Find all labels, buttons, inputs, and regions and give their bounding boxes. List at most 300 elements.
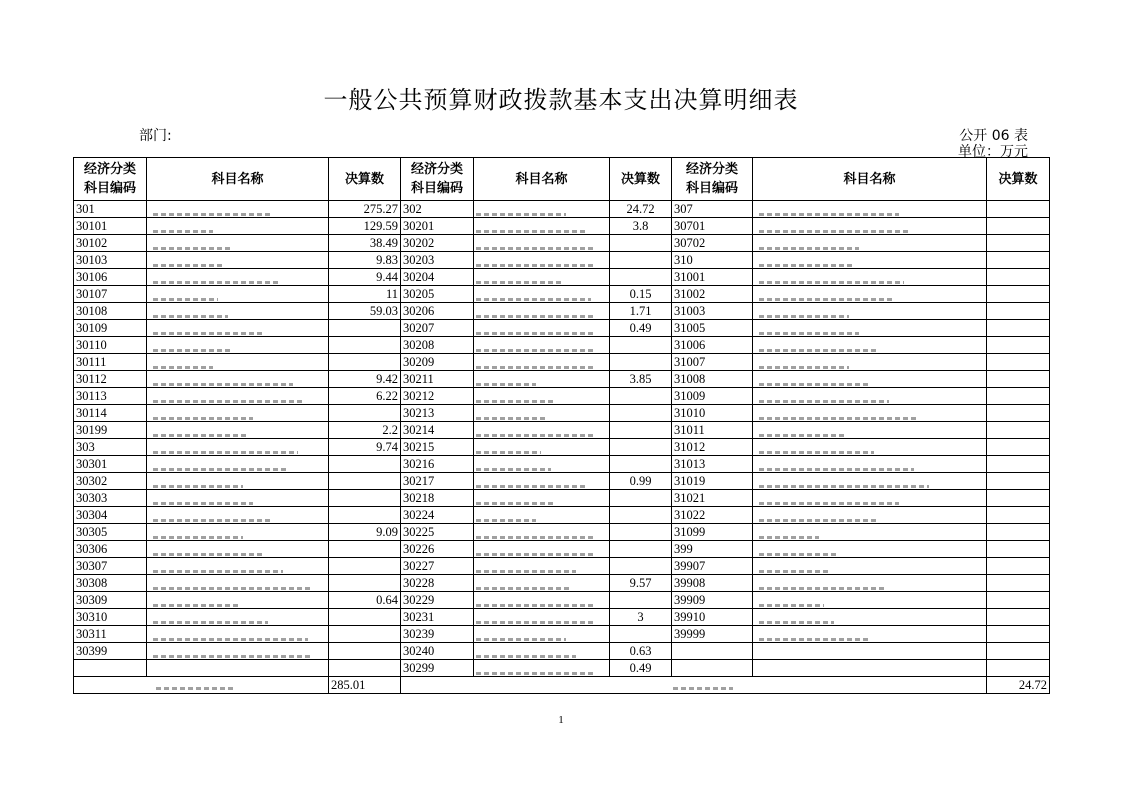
economic-code-cell (672, 660, 753, 677)
economic-code-cell: 31003 (672, 303, 753, 320)
subject-name-cell (753, 643, 987, 660)
amount-cell (329, 354, 401, 371)
economic-code-cell: 30217 (401, 473, 474, 490)
subject-name-cell (474, 371, 610, 388)
redacted-name-mark (759, 264, 854, 267)
economic-code-cell: 30216 (401, 456, 474, 473)
redacted-name-mark (759, 315, 849, 318)
header-name-1: 科目名称 (147, 158, 329, 201)
redacted-name-mark (476, 587, 571, 590)
amount-cell (610, 507, 672, 524)
amount-cell (987, 201, 1050, 218)
subject-name-cell (147, 643, 329, 660)
amount-cell (987, 660, 1050, 677)
redacted-name-mark (153, 451, 298, 454)
redacted-name-mark (759, 213, 899, 216)
redacted-name-mark (759, 604, 824, 607)
redacted-name-mark (476, 604, 596, 607)
subject-name-cell (147, 660, 329, 677)
subject-name-cell (147, 337, 329, 354)
subject-name-cell (474, 269, 610, 286)
economic-code-cell: 30311 (74, 626, 147, 643)
subject-name-cell (753, 558, 987, 575)
subject-name-cell (147, 320, 329, 337)
economic-code-cell: 30301 (74, 456, 147, 473)
subject-name-cell (474, 626, 610, 643)
amount-cell (610, 524, 672, 541)
amount-cell: 0.63 (610, 643, 672, 660)
economic-code-cell: 31005 (672, 320, 753, 337)
redacted-name-mark (759, 434, 844, 437)
economic-code-cell: 30239 (401, 626, 474, 643)
table-row (74, 507, 1050, 524)
redacted-name-mark (759, 417, 919, 420)
economic-code-cell: 31019 (672, 473, 753, 490)
redacted-name-mark (153, 247, 233, 250)
amount-cell (610, 558, 672, 575)
redacted-name-mark (153, 655, 313, 658)
unit-label: 单位：万元 (958, 144, 1028, 160)
header-code-text: 经济分类 科目编码 (83, 162, 136, 196)
redacted-name-mark (476, 621, 596, 624)
subject-name-cell (147, 609, 329, 626)
subject-name-cell (753, 303, 987, 320)
economic-code-cell: 399 (672, 541, 753, 558)
amount-cell: 6.22 (329, 388, 401, 405)
amount-cell (610, 626, 672, 643)
redacted-name-mark (476, 570, 576, 573)
redacted-name-mark (759, 247, 859, 250)
amount-cell (329, 609, 401, 626)
redacted-name-mark (759, 570, 829, 573)
redacted-name-mark (153, 502, 253, 505)
amount-cell: 3 (610, 609, 672, 626)
amount-cell: 2.2 (329, 422, 401, 439)
economic-code-cell: 310 (672, 252, 753, 269)
subject-name-cell (753, 660, 987, 677)
redacted-name-mark (476, 247, 596, 250)
amount-cell (987, 286, 1050, 303)
subject-name-cell (753, 354, 987, 371)
page-title: 一般公共预算财政拨款基本支出决算明细表 (323, 86, 799, 114)
redacted-name-mark (153, 383, 293, 386)
amount-cell: 129.59 (329, 218, 401, 235)
redacted-name-mark (153, 417, 253, 420)
subject-name-cell (147, 592, 329, 609)
amount-cell (610, 439, 672, 456)
amount-cell (610, 541, 672, 558)
economic-code-cell: 30209 (401, 354, 474, 371)
amount-cell (987, 371, 1050, 388)
amount-cell (987, 626, 1050, 643)
economic-code-cell: 39907 (672, 558, 753, 575)
economic-code-cell: 30113 (74, 388, 147, 405)
redacted-name-mark (476, 519, 536, 522)
header-code-2 (401, 158, 474, 201)
economic-code-cell: 301 (74, 201, 147, 218)
subject-name-cell (147, 218, 329, 235)
economic-code-cell: 30701 (672, 218, 753, 235)
amount-cell: 24.72 (610, 201, 672, 218)
subject-name-cell (474, 456, 610, 473)
table-row (74, 388, 1050, 405)
redacted-name-mark (759, 553, 839, 556)
amount-cell (987, 473, 1050, 490)
subject-name-cell (147, 524, 329, 541)
subject-name-cell (474, 524, 610, 541)
subject-name-cell (753, 439, 987, 456)
amount-cell: 0.49 (610, 320, 672, 337)
subject-name-cell (474, 252, 610, 269)
redacted-name-mark (476, 655, 576, 658)
economic-code-cell: 31099 (672, 524, 753, 541)
subject-name-cell (753, 592, 987, 609)
redacted-name-mark (153, 213, 273, 216)
amount-cell (329, 643, 401, 660)
amount-cell (987, 303, 1050, 320)
economic-code-cell: 31011 (672, 422, 753, 439)
redacted-name-mark (476, 230, 586, 233)
subject-name-cell (474, 507, 610, 524)
economic-code-cell: 30240 (401, 643, 474, 660)
subject-name-cell (147, 269, 329, 286)
economic-code-cell: 30208 (401, 337, 474, 354)
redacted-name-mark (153, 434, 248, 437)
economic-code-cell: 31006 (672, 337, 753, 354)
amount-cell (987, 541, 1050, 558)
redacted-name-mark (153, 553, 263, 556)
amount-cell: 9.42 (329, 371, 401, 388)
table-row (74, 541, 1050, 558)
table-row (74, 371, 1050, 388)
table-row (74, 286, 1050, 303)
redacted-name-mark (759, 349, 879, 352)
subject-name-cell (753, 473, 987, 490)
economic-code-cell: 30299 (401, 660, 474, 677)
redacted-name-mark (759, 400, 889, 403)
subject-name-cell (753, 507, 987, 524)
subject-name-cell (147, 252, 329, 269)
table-row (74, 201, 1050, 218)
table-row (74, 592, 1050, 609)
redacted-name-mark (153, 468, 288, 471)
subject-name-cell (147, 541, 329, 558)
subject-name-cell (147, 507, 329, 524)
subject-name-cell (147, 456, 329, 473)
subject-name-cell (474, 439, 610, 456)
economic-code-cell: 30702 (672, 235, 753, 252)
amount-cell (329, 456, 401, 473)
redacted-name-mark (759, 587, 884, 590)
subject-name-cell (753, 422, 987, 439)
redacted-name-mark (476, 349, 596, 352)
amount-cell (610, 456, 672, 473)
amount-cell: 0.15 (610, 286, 672, 303)
economic-code-cell: 30228 (401, 575, 474, 592)
amount-cell (610, 422, 672, 439)
subject-name-cell (474, 660, 610, 677)
redacted-name-mark (759, 451, 874, 454)
subject-name-cell (474, 592, 610, 609)
table-row (74, 626, 1050, 643)
redacted-name-mark (153, 536, 243, 539)
table-row (74, 643, 1050, 660)
economic-code-cell: 30303 (74, 490, 147, 507)
subject-name-cell (474, 490, 610, 507)
amount-cell (987, 507, 1050, 524)
redacted-name-mark (153, 638, 308, 641)
redacted-name-mark (759, 468, 914, 471)
amount-cell (610, 354, 672, 371)
economic-code-cell: 30207 (401, 320, 474, 337)
subject-name-cell (753, 575, 987, 592)
economic-code-cell: 30215 (401, 439, 474, 456)
amount-cell (987, 643, 1050, 660)
economic-code-cell (74, 660, 147, 677)
redacted-name-mark (153, 366, 213, 369)
redacted-name-mark (153, 519, 273, 522)
economic-code-cell: 30202 (401, 235, 474, 252)
subject-name-cell (147, 388, 329, 405)
subject-name-cell (147, 626, 329, 643)
amount-cell (610, 337, 672, 354)
economic-code-cell: 30205 (401, 286, 474, 303)
table-row (74, 405, 1050, 422)
redacted-name-mark (476, 451, 541, 454)
subject-name-cell (753, 609, 987, 626)
redacted-name-mark (153, 621, 268, 624)
subject-name-cell (753, 269, 987, 286)
economic-code-cell: 30308 (74, 575, 147, 592)
redacted-name-mark (759, 281, 904, 284)
economic-code-cell: 30112 (74, 371, 147, 388)
economic-code-cell: 30107 (74, 286, 147, 303)
subject-name-cell (474, 388, 610, 405)
redacted-name-mark (476, 502, 556, 505)
economic-code-cell: 303 (74, 439, 147, 456)
subject-name-cell (147, 558, 329, 575)
economic-code-cell: 30218 (401, 490, 474, 507)
redacted-name-mark (759, 298, 894, 301)
redacted-name-mark (153, 349, 233, 352)
subject-name-cell (753, 218, 987, 235)
header-code-text: 经济分类 科目编码 (685, 162, 738, 196)
economic-code-cell: 30302 (74, 473, 147, 490)
subject-name-cell (147, 286, 329, 303)
subject-name-cell (474, 473, 610, 490)
header-amount-3: 决算数 (987, 158, 1050, 201)
total-label-cell (74, 677, 329, 694)
economic-code-cell: 30304 (74, 507, 147, 524)
redacted-name-mark (476, 638, 566, 641)
table-row (74, 473, 1050, 490)
table-row (74, 439, 1050, 456)
economic-code-cell: 30229 (401, 592, 474, 609)
economic-code-cell: 31022 (672, 507, 753, 524)
total-public-amount: 24.72 (987, 677, 1050, 694)
table-row (74, 558, 1050, 575)
economic-code-cell: 30111 (74, 354, 147, 371)
subject-name-cell (753, 456, 987, 473)
amount-cell: 9.44 (329, 269, 401, 286)
subject-name-cell (474, 405, 610, 422)
subject-name-cell (147, 575, 329, 592)
table-row (74, 490, 1050, 507)
redacted-name-mark (153, 315, 228, 318)
subject-name-cell (474, 558, 610, 575)
table-row (74, 218, 1050, 235)
subject-name-cell (753, 320, 987, 337)
redacted-name-mark (476, 264, 596, 267)
economic-code-cell: 30305 (74, 524, 147, 541)
table-row (74, 252, 1050, 269)
subject-name-cell (753, 235, 987, 252)
redacted-name-mark (759, 230, 909, 233)
redacted-name-mark (476, 213, 566, 216)
subject-name-cell (753, 286, 987, 303)
subject-name-cell (147, 354, 329, 371)
redacted-name-mark (759, 638, 869, 641)
subject-name-cell (474, 541, 610, 558)
amount-cell (987, 269, 1050, 286)
economic-code-cell: 31002 (672, 286, 753, 303)
redacted-name-mark (476, 485, 586, 488)
economic-code-cell: 30201 (401, 218, 474, 235)
economic-code-cell: 31012 (672, 439, 753, 456)
subject-name-cell (474, 354, 610, 371)
amount-cell (987, 218, 1050, 235)
amount-cell (987, 405, 1050, 422)
redacted-name-mark (476, 553, 596, 556)
amount-cell: 9.83 (329, 252, 401, 269)
redacted-name-mark (476, 400, 556, 403)
redacted-name-mark (153, 485, 243, 488)
subject-name-cell (753, 524, 987, 541)
subject-name-cell (474, 201, 610, 218)
subject-name-cell (474, 422, 610, 439)
total-public-label-cell (401, 677, 987, 694)
amount-cell (610, 490, 672, 507)
amount-cell (987, 609, 1050, 626)
header-code-1 (74, 158, 147, 201)
economic-code-cell: 30206 (401, 303, 474, 320)
economic-code-cell: 31010 (672, 405, 753, 422)
economic-code-cell: 30199 (74, 422, 147, 439)
subject-name-cell (147, 405, 329, 422)
redacted-name-mark (759, 536, 819, 539)
economic-code-cell: 30101 (74, 218, 147, 235)
amount-cell: 11 (329, 286, 401, 303)
redacted-name-mark (476, 672, 596, 675)
redacted-name-mark (476, 332, 596, 335)
amount-cell (610, 405, 672, 422)
amount-cell (987, 235, 1050, 252)
economic-code-cell: 30225 (401, 524, 474, 541)
header-name-2: 科目名称 (474, 158, 610, 201)
economic-code-cell: 39910 (672, 609, 753, 626)
subject-name-cell (753, 490, 987, 507)
economic-code-cell: 30109 (74, 320, 147, 337)
economic-code-cell: 302 (401, 201, 474, 218)
subject-name-cell (147, 303, 329, 320)
amount-cell: 59.03 (329, 303, 401, 320)
redacted-name-mark (153, 298, 218, 301)
amount-cell (987, 354, 1050, 371)
economic-code-cell: 30212 (401, 388, 474, 405)
total-personnel-amount: 285.01 (329, 677, 401, 694)
economic-code-cell: 30224 (401, 507, 474, 524)
economic-code-cell: 30103 (74, 252, 147, 269)
economic-code-cell: 30108 (74, 303, 147, 320)
redacted-name-mark (476, 434, 596, 437)
economic-code-cell: 30213 (401, 405, 474, 422)
header-row (74, 158, 1050, 201)
redacted-name-mark (153, 587, 313, 590)
redacted-name-mark (153, 332, 263, 335)
amount-cell (987, 575, 1050, 592)
redacted-name-mark (759, 332, 859, 335)
amount-cell (987, 320, 1050, 337)
economic-code-cell: 30227 (401, 558, 474, 575)
economic-code-cell: 30399 (74, 643, 147, 660)
subject-name-cell (753, 337, 987, 354)
amount-cell (987, 388, 1050, 405)
amount-cell: 0.49 (610, 660, 672, 677)
amount-cell (329, 473, 401, 490)
redacted-name-mark (759, 366, 849, 369)
amount-cell: 38.49 (329, 235, 401, 252)
header-amount-1: 决算数 (329, 158, 401, 201)
amount-cell (987, 439, 1050, 456)
table-row (74, 337, 1050, 354)
subject-name-cell (474, 218, 610, 235)
economic-code-cell: 30114 (74, 405, 147, 422)
amount-cell (987, 524, 1050, 541)
subject-name-cell (753, 371, 987, 388)
economic-code-cell: 307 (672, 201, 753, 218)
redacted-name-mark (759, 485, 929, 488)
subject-name-cell (474, 235, 610, 252)
form-number: 公开 06 表 (959, 128, 1028, 144)
amount-cell: 0.99 (610, 473, 672, 490)
amount-cell: 275.27 (329, 201, 401, 218)
redacted-name-mark (153, 570, 283, 573)
amount-cell (987, 337, 1050, 354)
subject-name-cell (753, 252, 987, 269)
economic-code-cell: 31009 (672, 388, 753, 405)
economic-code-cell: 30211 (401, 371, 474, 388)
subject-name-cell (147, 371, 329, 388)
economic-code-cell: 39999 (672, 626, 753, 643)
amount-cell (987, 456, 1050, 473)
amount-cell (610, 252, 672, 269)
subject-name-cell (147, 422, 329, 439)
department-label: 部门: (139, 128, 172, 144)
amount-cell (329, 660, 401, 677)
subject-name-cell (147, 490, 329, 507)
economic-code-cell: 30214 (401, 422, 474, 439)
amount-cell: 3.8 (610, 218, 672, 235)
amount-cell (329, 575, 401, 592)
economic-code-cell: 31013 (672, 456, 753, 473)
table-row (74, 320, 1050, 337)
subject-name-cell (474, 320, 610, 337)
redacted-name-mark (476, 468, 551, 471)
header-name-3: 科目名称 (753, 158, 987, 201)
redacted-name-mark (153, 264, 223, 267)
subject-name-cell (474, 575, 610, 592)
amount-cell: 9.74 (329, 439, 401, 456)
